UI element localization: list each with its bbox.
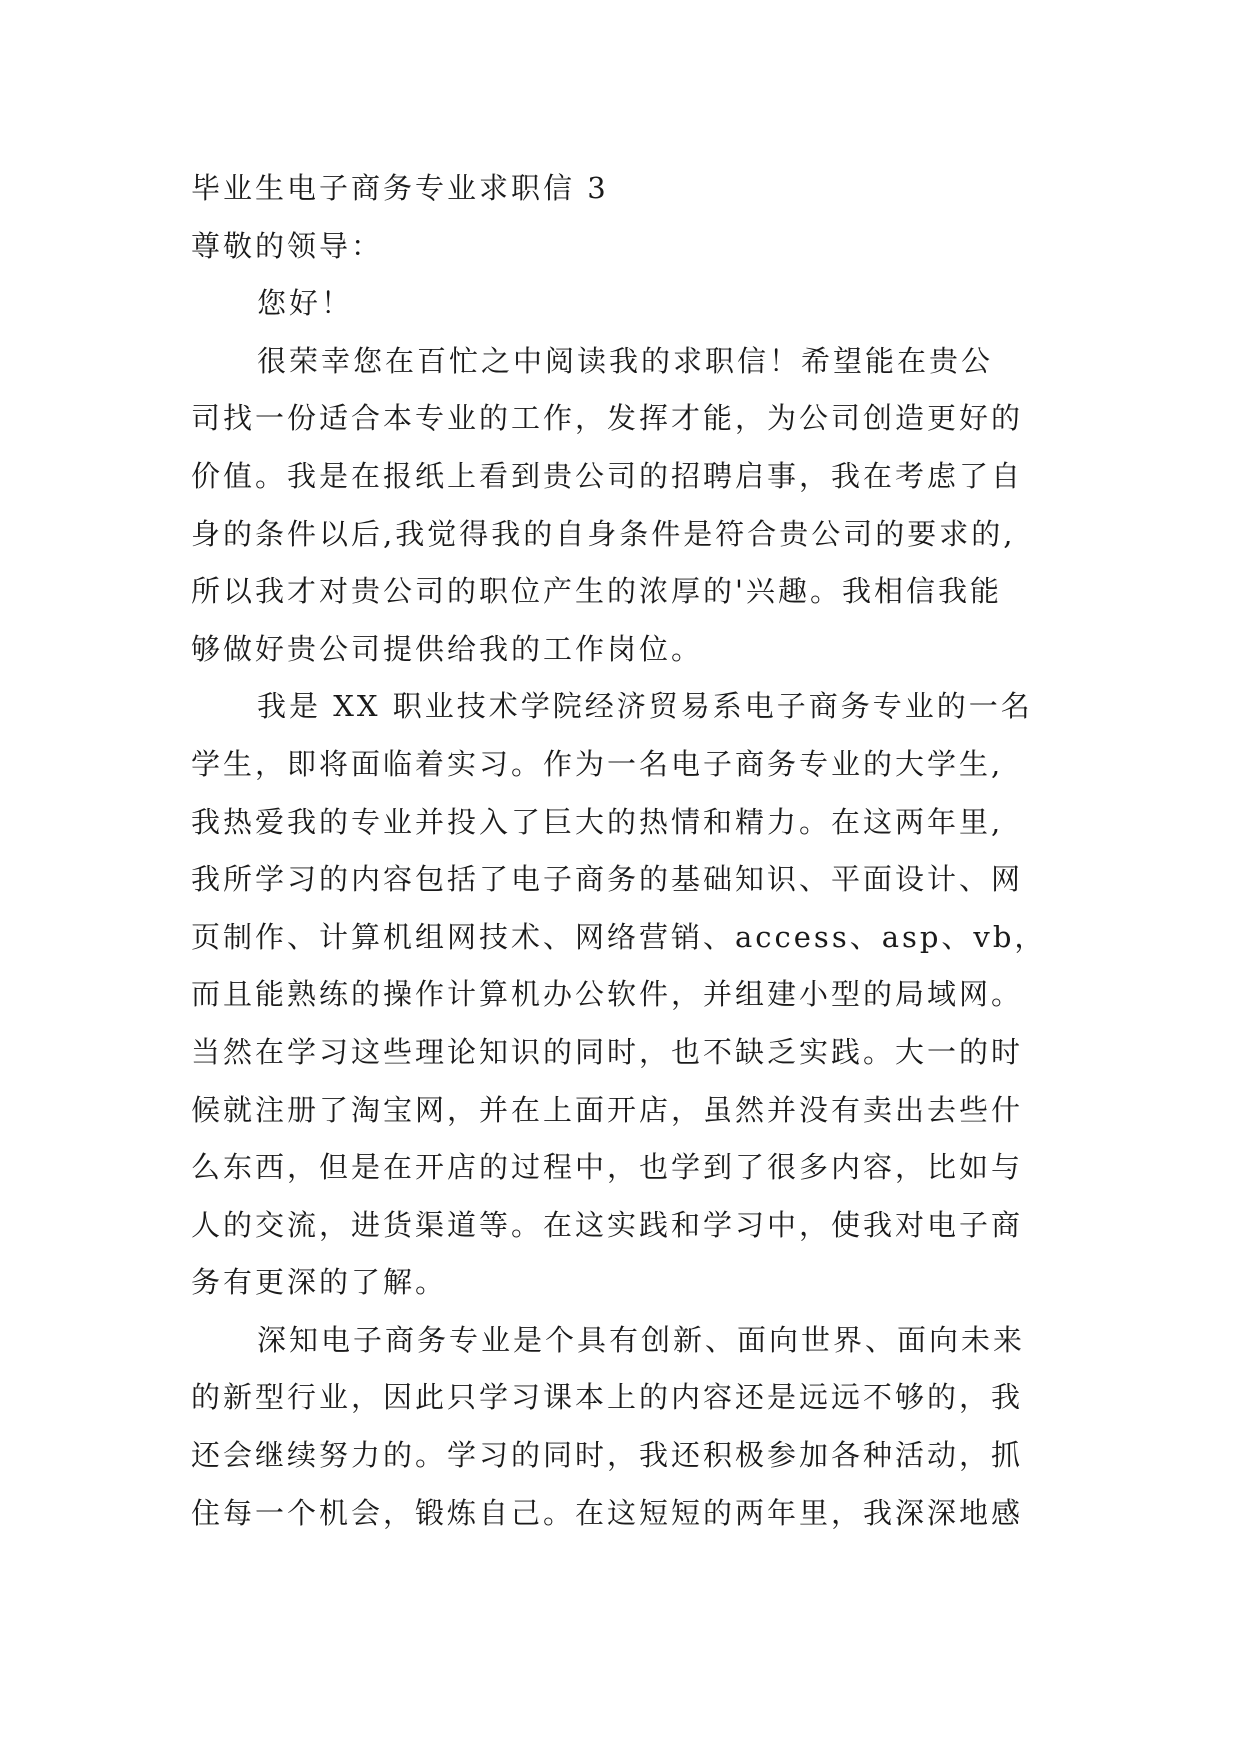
document-title: 毕业生电子商务专业求职信 3	[191, 171, 609, 205]
paragraph-3-line-2: 的新型行业，因此只学习课本上的内容还是远远不够的，我	[191, 1380, 1024, 1415]
paragraph-2-line-6: 而且能熟练的操作计算机办公软件，并组建小型的局域网。	[191, 977, 1024, 1012]
salutation: 尊敬的领导：	[191, 228, 384, 263]
paragraph-2-line-10: 人的交流，进货渠道等。在这实践和学习中，使我对电子商	[191, 1207, 1024, 1242]
letter-body	[191, 160, 1071, 1542]
paragraph-2-line-4: 我所学习的内容包括了电子商务的基础知识、平面设计、网	[191, 862, 1024, 897]
paragraph-1-line-4: 身的条件以后,我觉得我的自身条件是符合贵公司的要求的,	[191, 516, 1016, 551]
paragraph-2-line-9: 么东西，但是在开店的过程中，也学到了很多内容，比如与	[191, 1150, 1024, 1185]
paragraph-1-line-3: 价值。我是在报纸上看到贵公司的招聘启事，我在考虑了自	[191, 458, 1024, 493]
paragraph-1-line-6: 够做好贵公司提供给我的工作岗位。	[191, 631, 704, 666]
paragraph-2-line-2: 学生，即将面临着实习。作为一名电子商务专业的大学生,	[191, 746, 1004, 781]
paragraph-1-line-2: 司找一份适合本专业的工作，发挥才能，为公司创造更好的	[191, 401, 1024, 436]
paragraph-2-line-1: 我是 XX 职业技术学院经济贸易系电子商务专业的一名	[257, 689, 1033, 724]
paragraph-2-line-5: 页制作、计算机组网技术、网络营销、access、asp、vb，	[191, 919, 1047, 954]
greeting-line: 您好！	[257, 286, 354, 321]
paragraph-2-line-3: 我热爱我的专业并投入了巨大的热情和精力。在这两年里,	[191, 804, 1004, 839]
paragraph-3-line-3: 还会继续努力的。学习的同时，我还积极参加各种活动，抓	[191, 1438, 1024, 1473]
paragraph-1-line-1: 很荣幸您在百忙之中阅读我的求职信！希望能在贵公	[257, 343, 994, 378]
paragraph-2-line-8: 候就注册了淘宝网，并在上面开店，虽然并没有卖出去些什	[191, 1092, 1024, 1127]
paragraph-2-line-7: 当然在学习这些理论知识的同时，也不缺乏实践。大一的时	[191, 1034, 1024, 1069]
paragraph-3-line-4: 住每一个机会，锻炼自己。在这短短的两年里，我深深地感	[191, 1495, 1024, 1530]
paragraph-1-line-5: 所以我才对贵公司的职位产生的浓厚的'兴趣。我相信我能	[191, 574, 1002, 609]
paragraph-2-line-11: 务有更深的了解。	[191, 1265, 448, 1300]
paragraph-3-line-1: 深知电子商务专业是个具有创新、面向世界、面向未来	[257, 1322, 1026, 1357]
